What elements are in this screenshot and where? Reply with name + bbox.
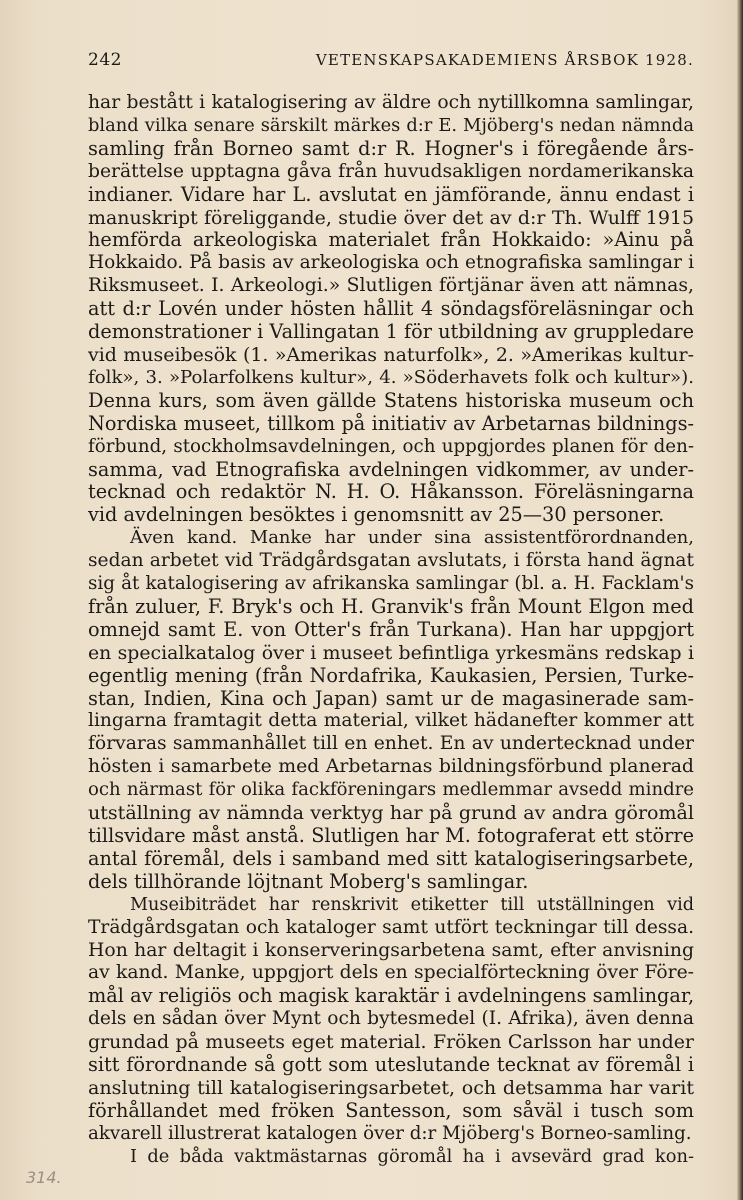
page-edge-shadow [737,0,743,1200]
text-line: lingarna framtagit detta material, vilket hädanefter kommer att [88,710,694,732]
text-line: grundad på museets eget material. Fröken Carlsson har under [88,1031,694,1054]
text-line: hösten i samarbete med Arbetarnas bildningsförbund planerad [88,756,694,778]
text-line: Även kand. Manke har under sina assistentförordnanden, [130,527,694,549]
text-line: en specialkatalog över i museet befintliga yrkesmäns redskap i [88,641,694,664]
text-line: Hon har deltagit i konserveringsarbetena samt, efter anvisning [88,939,694,961]
text-line: berättelse upptagna gåva från huvudsakligen nordamerikanska [88,160,694,182]
text-line: I de båda vaktmästarnas göromål ha i avsevärd grad kon- [130,1145,694,1167]
text-line: Nordiska museet, tillkom på initiativ av Arbetarnas bildnings- [88,411,694,435]
text-line: förvaras sammanhållet till en enhet. En av undertecknad under [88,733,694,755]
handwritten-page-note: 314. [26,1168,62,1187]
text-line: hemförda arkeologiska materialet från Hokkaido: »Ainu på [88,228,694,252]
page-header [88,50,694,70]
text-line: samling från Borneo samt d:r R. Hogner's i föregående års- [88,136,694,160]
text-line: sedan arbetet vid Trädgårdsgatan avslutats, i första hand ägnat [88,550,694,572]
text-line: sig åt katalogisering av afrikanska samlingar (bl. a. H. Facklam's [88,573,694,595]
text-line: har bestått i katalogisering av äldre och nytillkomna samlingar, [88,92,694,113]
text-line: demonstrationer i Vallingatan 1 för utbildning av gruppledare [88,320,694,344]
text-line: anslutning till katalogiseringsarbetet, och detsamma har varit [88,1075,694,1099]
text-line: från zuluer, F. Bryk's och H. Granvik's från Mount Elgon med [88,594,694,618]
body-text [88,92,694,1169]
text-line: förbund, stockholmsavdelningen, och uppgjordes planen för den- [88,435,694,457]
text-line: förhållandet med fröken Santesson, som såväl i tusch som [88,1098,694,1122]
text-line: stan, Indien, Kina och Japan) samt ur de magasinerade sam- [88,686,694,710]
text-line: dels tillhörande löjtnant Moberg's samlingar. [88,869,529,893]
text-line: samma, vad Etnografiska avdelningen vidkommer, av under- [88,457,694,481]
text-line: Hokkaido. På basis av arkeologiska och etnografiska samlingar i [88,252,694,274]
text-line: att d:r Lovén under hösten hållit 4 söndagsföreläsningar och [88,297,694,321]
text-line: vid avdelningen besöktes i genomsnitt av 25—30 personer. [88,503,665,527]
text-line: Museibiträdet har renskrivit etiketter till utställningen vid [130,894,694,915]
text-line: antal föremål, dels i samband med sitt katalogiseringsarbete, [88,846,694,870]
text-line: mål av religiös och magisk karaktär i avdelningens samlingar, [88,984,695,1008]
text-line: egentlig mening (från Nordafrika, Kaukasien, Persien, Turke- [88,663,694,687]
text-line: av kand. Manke, uppgjort dels en specialförteckning över Före- [88,962,694,984]
text-line: tillsvidare måst anstå. Slutligen har M. fotograferat ett större [88,824,694,847]
text-line: utställning av nämnda verktyg har på grund av andra göromål [88,802,694,825]
text-line: omnejd samt E. von Otter's från Turkana). Han har uppgjort [88,617,694,641]
text-line: akvarell illustrerat katalogen över d:r Mjöberg's Borneo-samling. [88,1122,692,1144]
text-line: tecknad och redaktör N. H. O. Håkansson. Föreläsningarna [88,480,694,504]
text-line: Trädgårdsgatan och kataloger samt utfört teckningar till dessa. [88,916,694,938]
text-line: vid museibesök (1. »Amerikas naturfolk», 2. »Amerikas kultur- [88,343,694,366]
text-line: Riksmuseet. I. Arkeologi.» Slutligen förtjänar även att nämnas, [88,275,694,297]
text-line: och närmast för olika fackföreningars medlemmar avsedd mindre [88,779,694,801]
text-line: Denna kurs, som även gällde Statens historiska museum och [88,388,694,412]
running-title: VETENSKAPSAKADEMIENS ÅRSBOK 1928. [315,51,694,69]
text-line: dels en sådan över Mynt och bytesmedel (I. Afrika), även denna [88,1008,694,1030]
text-line: folk», 3. »Polarfolkens kultur», 4. »Söderhavets folk och kultur»). [88,366,694,388]
text-line: manuskript föreliggande, studie över det av d:r Th. Wulff 1915 [88,206,694,229]
text-line: sitt förordnande så gott som uteslutande tecknat av föremål i [88,1053,694,1077]
page-number: 242 [88,50,122,70]
text-line: bland vilka senare särskilt märkes d:r E. Mjöberg's nedan nämnda [88,114,694,136]
text-line: indianer. Vidare har L. avslutat en jämförande, ännu endast i [88,182,694,206]
